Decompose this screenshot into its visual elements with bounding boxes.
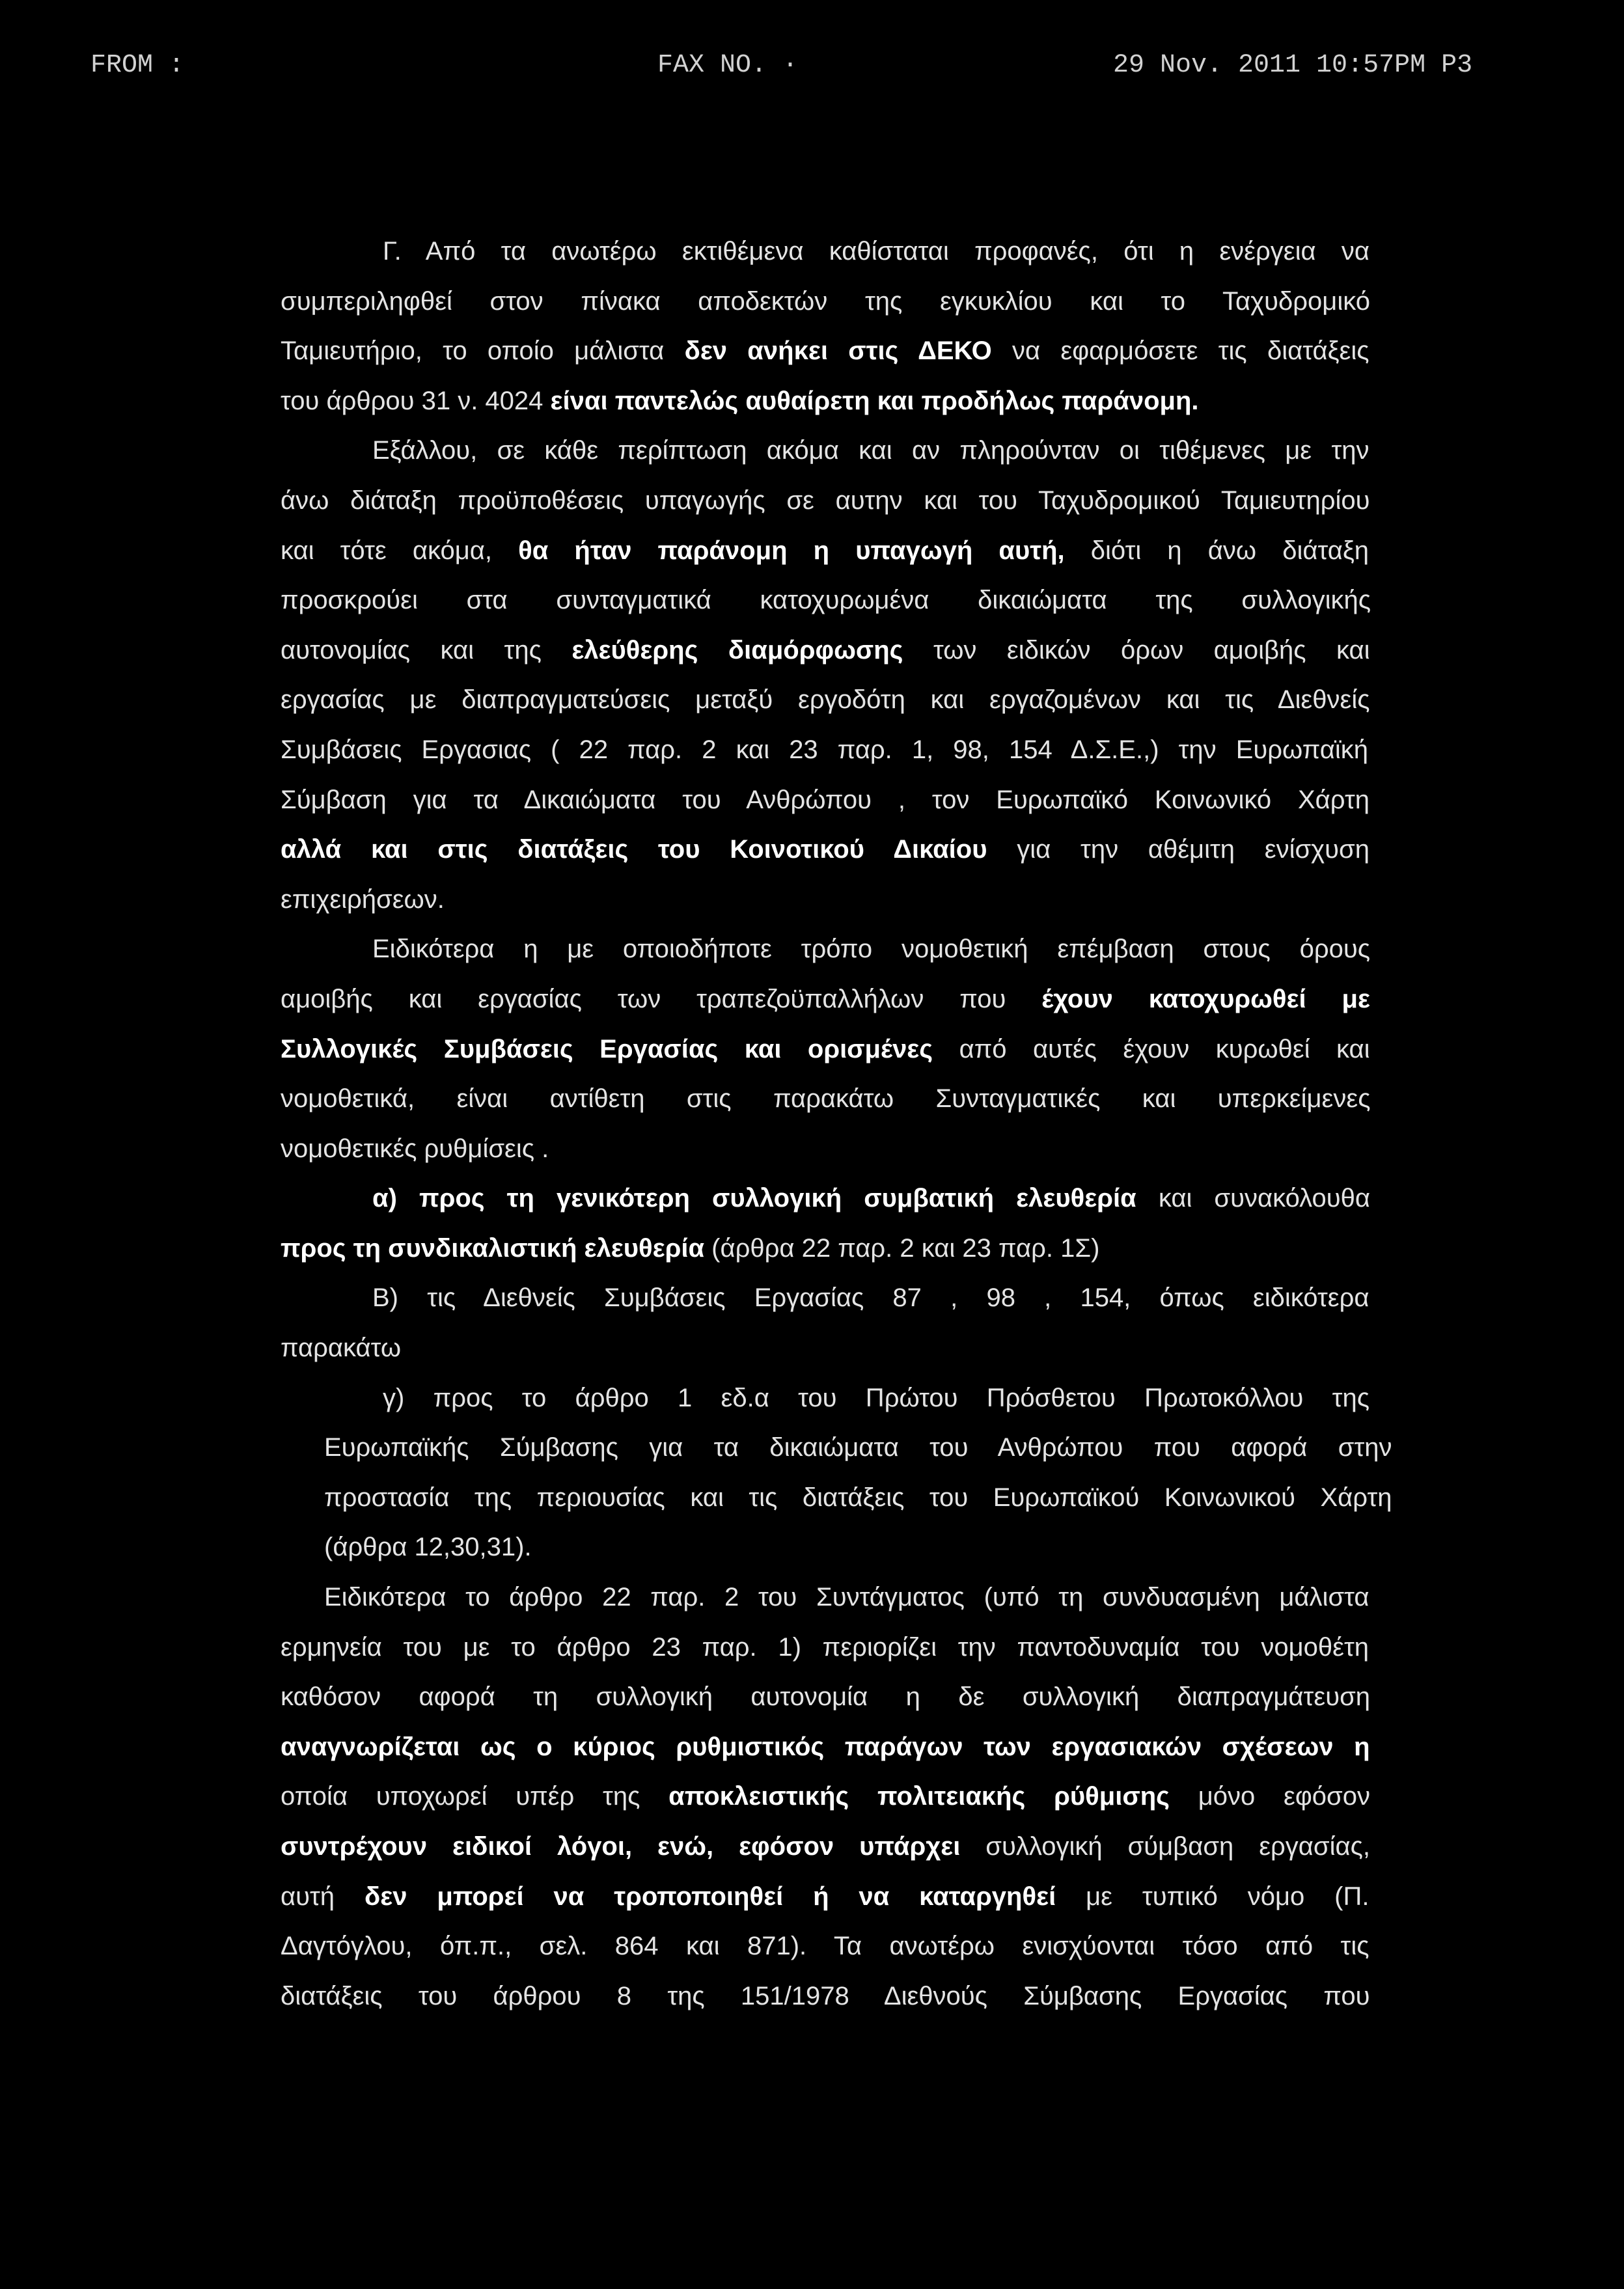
text-line-content xyxy=(281,1772,1370,1822)
text-line-content xyxy=(324,1572,1369,1623)
text-line-content xyxy=(281,1224,1099,1274)
bold-text-segment: αλλά και στις διατάξεις του Κοινοτικού Δικαίου xyxy=(281,835,987,864)
text-segment: άνω διάταξη προϋποθέσεις υπαγωγής σε αυτην και του Ταχυδρομικού Ταμιευτηρίου xyxy=(281,486,1370,515)
text-line xyxy=(281,526,1373,576)
text-line-content xyxy=(281,277,1370,327)
text-segment: διότι η άνω διάταξη xyxy=(1090,536,1369,565)
text-segment: Ειδικότερα η με οποιοδήποτε τρόπο νομοθετική επέμβαση στους όρους xyxy=(372,935,1370,964)
text-line-content xyxy=(372,1173,1370,1224)
bold-text-segment: δεν μπορεί να τροποποιηθεί ή να καταργηθεί xyxy=(364,1882,1056,1911)
text-segment: παρακάτω xyxy=(281,1334,402,1363)
text-line xyxy=(281,1522,1373,1572)
text-line xyxy=(281,277,1373,327)
text-segment: μόνο εφόσον xyxy=(1198,1782,1370,1811)
text-line xyxy=(281,376,1373,426)
document-body xyxy=(281,226,1392,2021)
text-line xyxy=(281,1822,1373,1872)
text-line xyxy=(281,1373,1373,1423)
text-line xyxy=(281,476,1373,526)
text-line xyxy=(281,625,1373,676)
text-line xyxy=(281,1722,1373,1772)
text-line xyxy=(281,426,1373,476)
text-line xyxy=(281,1224,1373,1274)
text-line xyxy=(281,1872,1373,1922)
text-line xyxy=(281,1772,1373,1822)
text-segment: νομοθετικές ρυθμίσεις . xyxy=(281,1134,549,1163)
text-segment: ερμηνεία του με το άρθρο 23 παρ. 1) περιορίζει την παντοδυναμία του νομοθέτη xyxy=(281,1632,1369,1662)
text-segment: οποία υποχωρεί υπέρ της xyxy=(281,1782,640,1811)
text-line xyxy=(281,875,1373,925)
text-line-content xyxy=(324,1522,532,1572)
text-line-content xyxy=(281,575,1371,625)
text-segment: προσκρούει στα συνταγματικά κατοχυρωμένα δικαιώματα της συλλογικής xyxy=(281,586,1371,615)
text-line xyxy=(281,775,1373,825)
text-line xyxy=(281,575,1373,625)
text-segment: (άρθρα 22 παρ. 2 και 23 παρ. 1Σ) xyxy=(711,1233,1100,1263)
text-segment: Εξάλλου, σε κάθε περίπτωση ακόμα και αν πληρούνταν οι τιθέμενες με την xyxy=(372,436,1369,465)
text-line-content xyxy=(281,1124,549,1174)
text-segment: Ειδικότερα το άρθρο 22 παρ. 2 του Συντάγματος (υπό τη συνδυασμένη μάλιστα xyxy=(324,1583,1369,1612)
text-line-content xyxy=(281,326,1369,376)
text-segment: με τυπικό νόμο (Π. xyxy=(1086,1882,1369,1911)
bold-text-segment: έχουν κατοχυρωθεί με xyxy=(1041,984,1370,1013)
text-line-content xyxy=(281,1722,1370,1772)
text-line-content xyxy=(281,376,1199,426)
text-line xyxy=(281,226,1373,277)
text-line-content xyxy=(281,974,1370,1024)
text-line-content xyxy=(281,625,1369,676)
text-line-content xyxy=(281,675,1370,725)
text-segment: για την αθέμιτη ενίσχυση xyxy=(1017,835,1369,864)
text-segment: προστασία της περιουσίας και τις διατάξεις του Ευρωπαϊκού Κοινωνικού Χάρτη xyxy=(324,1483,1392,1512)
text-segment: καθόσον αφορά τη συλλογική αυτονομία η δε συλλογική διαπραγμάτευση xyxy=(281,1682,1370,1712)
text-line-content xyxy=(281,1623,1369,1673)
text-segment: Β) τις Διεθνείς Συμβάσεις Εργασίας 87 , 98 , 154, όπως ειδικότερα xyxy=(372,1283,1369,1313)
bold-text-segment: προς τη συνδικαλιστική ελευθερία xyxy=(281,1233,705,1263)
text-segment: των ειδικών όρων αμοιβής και xyxy=(933,635,1370,665)
text-segment: αμοιβής και εργασίας των τραπεζοϋπαλλήλων που xyxy=(281,984,1006,1013)
text-line xyxy=(281,1572,1373,1623)
bold-text-segment: αποκλειστικής πολιτειακής ρύθμισης xyxy=(668,1782,1170,1811)
text-line-content xyxy=(372,924,1370,974)
text-line xyxy=(281,1323,1373,1373)
text-line xyxy=(281,1173,1373,1224)
text-line-content xyxy=(281,1074,1371,1124)
text-line-content xyxy=(281,476,1370,526)
bold-text-segment: θα ήταν παράνομη η υπαγωγή αυτή, xyxy=(518,536,1065,565)
text-line-content xyxy=(324,1423,1392,1473)
text-segment: Σύμβαση για τα Δικαιώματα του Ανθρώπου , τον Ευρωπαϊκό Κοινωνικό Χάρτη xyxy=(281,785,1369,814)
text-segment: (άρθρα 12,30,31). xyxy=(324,1533,532,1562)
text-line xyxy=(281,825,1373,875)
text-line-content xyxy=(372,426,1369,476)
text-segment: Γ. Από τα ανωτέρω εκτιθέμενα καθίσταται προφανές, ότι η ενέργεια να xyxy=(383,237,1369,266)
text-line-content xyxy=(281,775,1369,825)
bold-text-segment: δεν ανήκει στις ΔΕΚΟ xyxy=(684,336,992,366)
bold-text-segment: συντρέχουν ειδικοί λόγοι, ενώ, εφόσον υπάρχει xyxy=(281,1832,961,1861)
text-line-content xyxy=(281,1971,1370,2022)
text-segment: Ευρωπαϊκής Σύμβασης για τα δικαιώματα του Ανθρώπου που αφορά στην xyxy=(324,1433,1392,1462)
text-line-content xyxy=(281,725,1368,775)
text-segment: νομοθετικά, είναι αντίθετη στις παρακάτω Συνταγματικές και υπερκείμενες xyxy=(281,1084,1371,1114)
bold-text-segment: είναι παντελώς αυθαίρετη και προδήλως παράνομη. xyxy=(550,386,1199,415)
text-segment: Δαγτόγλου, όπ.π., σελ. 864 και 871). Τα ανωτέρω ενισχύονται τόσο από τις xyxy=(281,1932,1369,1961)
text-segment: Συμβάσεις Εργασιας ( 22 παρ. 2 και 23 παρ. 1, 98, 154 Δ.Σ.Ε.,) την Ευρωπαϊκή xyxy=(281,735,1368,764)
text-line xyxy=(281,1921,1373,1971)
text-segment: και συνακόλουθα xyxy=(1158,1184,1370,1213)
text-line xyxy=(281,1473,1395,1523)
text-line xyxy=(281,1971,1373,2022)
text-line-content xyxy=(281,1024,1370,1075)
text-segment: να εφαρμόσετε τις διατάξεις xyxy=(1012,336,1369,366)
text-line xyxy=(281,1273,1373,1323)
text-segment: εργασίας με διαπραγματεύσεις μεταξύ εργοδότη και εργαζομένων και τις Διεθνείς xyxy=(281,685,1370,715)
text-segment: του άρθρου 31 ν. 4024 xyxy=(281,386,544,415)
text-line-content xyxy=(372,1273,1369,1323)
text-segment: αυτή xyxy=(281,1882,335,1911)
text-line-content xyxy=(281,1323,401,1373)
fax-timestamp: 29 Nov. 2011 10:57PM P3 xyxy=(1113,51,1473,80)
text-line xyxy=(281,725,1373,775)
text-line xyxy=(281,675,1373,725)
text-line xyxy=(281,1423,1395,1473)
text-segment: επιχειρήσεων. xyxy=(281,884,445,914)
text-line-content xyxy=(324,1473,1392,1523)
text-segment: Ταμιευτήριο, το οποίο μάλιστα xyxy=(281,336,665,366)
text-line-content xyxy=(281,1672,1370,1722)
text-segment: συμπεριληφθεί στον πίνακα αποδεκτών της εγκυκλίου και το Ταχυδρομικό xyxy=(281,286,1370,316)
bold-text-segment: Συλλογικές Συμβάσεις Εργασίας και ορισμένες xyxy=(281,1034,933,1063)
text-segment: από αυτές έχουν κυρωθεί και xyxy=(959,1034,1370,1063)
text-segment: και τότε ακόμα, xyxy=(281,536,493,565)
fax-number-label: FAX NO. · xyxy=(657,51,799,80)
bold-text-segment: αναγνωρίζεται ως ο κύριος ρυθμιστικός παράγων των εργασιακών σχέσεων η xyxy=(281,1732,1370,1761)
text-line-content xyxy=(281,825,1369,875)
text-line xyxy=(281,1024,1373,1075)
text-line xyxy=(281,1672,1373,1722)
text-segment: διατάξεις του άρθρου 8 της 151/1978 Διεθνούς Σύμβασης Εργασίας που xyxy=(281,1981,1370,2010)
text-segment: αυτονομίας και της xyxy=(281,635,542,665)
fax-from-label: FROM : xyxy=(90,51,185,80)
bold-text-segment: ελεύθερης διαμόρφωσης xyxy=(571,635,903,665)
text-line-content xyxy=(383,226,1369,277)
text-line-content xyxy=(281,1872,1369,1922)
text-line-content xyxy=(281,1822,1370,1872)
text-line xyxy=(281,1074,1373,1124)
text-line xyxy=(281,924,1373,974)
text-line-content xyxy=(383,1373,1369,1423)
text-line xyxy=(281,1124,1373,1174)
text-line-content xyxy=(281,526,1369,576)
text-line xyxy=(281,974,1373,1024)
text-segment: συλλογική σύμβαση εργασίας, xyxy=(985,1832,1370,1861)
text-line xyxy=(281,1623,1373,1673)
text-line-content xyxy=(281,1921,1369,1971)
text-line-content xyxy=(281,875,445,925)
text-segment: γ) προς το άρθρο 1 εδ.α του Πρώτου Πρόσθετου Πρωτοκόλλου της xyxy=(383,1383,1369,1412)
text-line xyxy=(281,326,1373,376)
bold-text-segment: α) προς τη γενικότερη συλλογική συμβατική ελευθερία xyxy=(372,1184,1136,1213)
